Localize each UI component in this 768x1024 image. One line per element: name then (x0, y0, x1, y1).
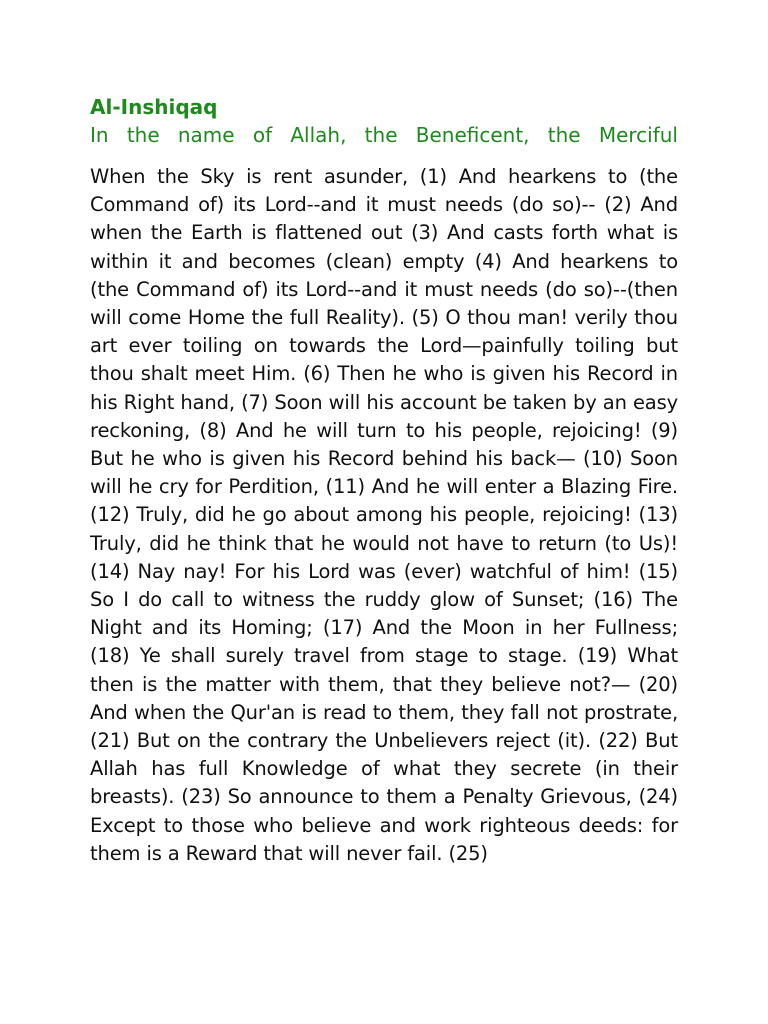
basmala-subtitle: In the name of Allah, the Beneficent, the Merciful (90, 123, 678, 147)
surah-body-text: When the Sky is rent asunder, (1) And hearkens to (the Command of) its Lord--and it must needs (do so)-- (2) And when the Earth is flattened out (3) And casts forth what is within it and becomes (clean) empty (4) And hearkens to (the Command of) its Lord--and it must needs (do so)--(then will come Home the full Reality). (5) O thou man! verily thou art ever toiling on towards the Lord—painfully toiling but thou shalt meet Him. (6) Then he who is given his Record in his Right hand, (7) Soon will his account be taken by an easy reckoning, (8) And he will turn to his people, rejoicing! (9) But he who is given his Record behind his back— (10) Soon will he cry for Perdition, (11) And he will enter a Blazing Fire. (12) Truly, did he go about among his people, rejoicing! (13) Truly, did he think that he would not have to return (to Us)! (14) Nay nay! For his Lord was (ever) watchful of him! (15) So I do call to witness the ruddy glow of Sunset; (16) The Night and its Homing; (17) And the Moon in her Fullness; (18) Ye shall surely travel from stage to stage. (19) What then is the matter with them, that they believe not?— (20) And when the Qur'an is read to them, they fall not prostrate, (21) But on the contrary the Unbelievers reject (it). (22) But Allah has full Knowledge of what they secrete (in their breasts). (23) So announce to them a Penalty Grievous, (24) Except to those who believe and work righteous deeds: for them is a Reward that will never fail. (25) (90, 165, 678, 865)
surah-title: Al-Inshiqaq (90, 95, 218, 119)
document-page (90, 93, 678, 868)
